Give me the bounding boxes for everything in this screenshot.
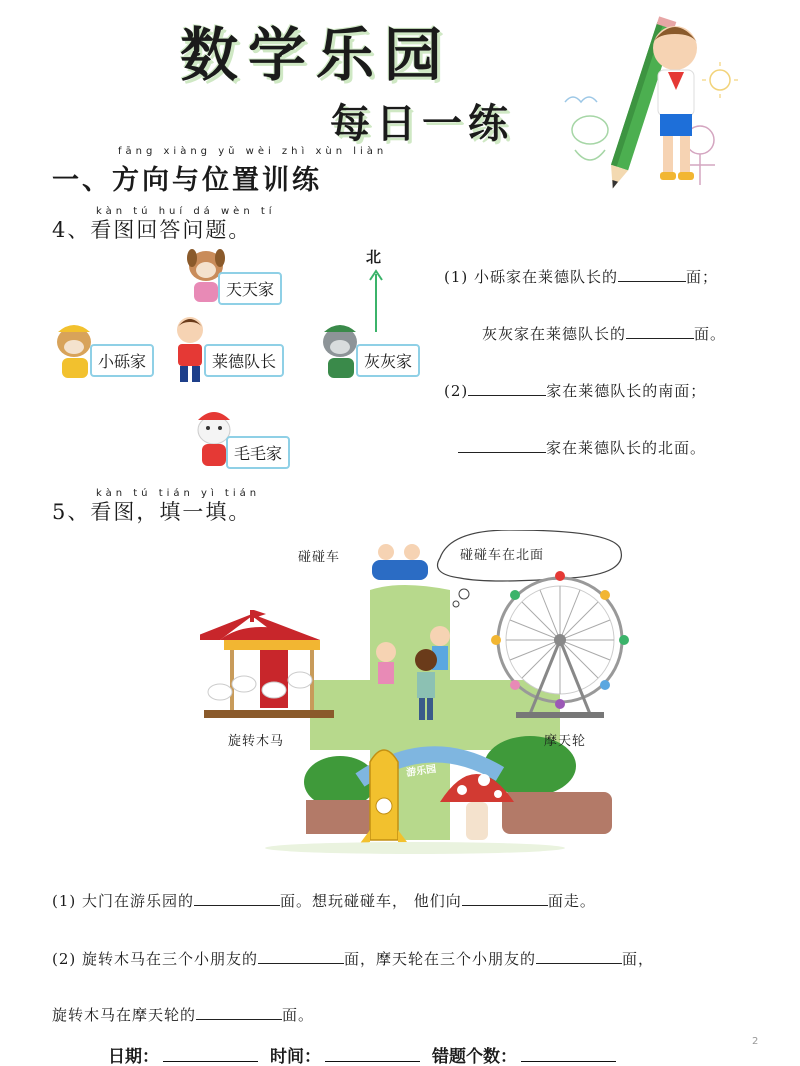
answer-blank[interactable] xyxy=(462,905,548,906)
page-number: 2 xyxy=(752,1036,759,1047)
q4-question-2b xyxy=(458,437,706,458)
footer-record xyxy=(108,1042,628,1066)
q4-question-1a-suffix: 面； xyxy=(686,268,719,286)
answer-blank[interactable] xyxy=(468,395,546,396)
carousel-label: 旋转木马 xyxy=(228,734,285,749)
q4-question-1b-prefix: 灰灰家在莱德队长的 xyxy=(482,325,627,343)
q4-question-2a xyxy=(444,380,706,401)
q5-question-3-part-b: 面。 xyxy=(282,1006,315,1024)
q5-question-3-part-a: 旋转木马在摩天轮的 xyxy=(52,1006,197,1024)
footer-errors-label: 错题个数： xyxy=(432,1047,517,1066)
q5-question-2-part-b: 面，摩天轮在三个小朋友的 xyxy=(344,950,537,968)
q4-question-1a xyxy=(444,266,718,287)
boy-with-pencil-illustration xyxy=(560,10,750,200)
section-heading: 一、方向与位置训练 xyxy=(52,165,322,196)
q4-question-2a-suffix: 家在莱德队长的南面； xyxy=(546,382,707,400)
answer-blank[interactable] xyxy=(258,963,344,964)
north-arrow-icon xyxy=(368,268,384,334)
errors-blank[interactable] xyxy=(521,1061,616,1062)
page-subtitle: 每日一练 xyxy=(330,101,514,147)
label-xiaoli-home: 小砾家 xyxy=(90,344,154,377)
answer-blank[interactable] xyxy=(626,338,694,339)
q5-question-1 xyxy=(52,890,596,911)
q4-question-2b-suffix: 家在莱德队长的北面。 xyxy=(546,439,707,457)
label-maomao-home: 毛毛家 xyxy=(226,436,290,469)
answer-blank[interactable] xyxy=(458,452,546,453)
answer-blank[interactable] xyxy=(196,1019,282,1020)
q5-pinyin: kàn tú tián yì tián xyxy=(96,488,261,499)
q5-question-1-part-c: 面走。 xyxy=(547,892,596,910)
north-label: 北 xyxy=(366,248,382,266)
q4-question-2a-prefix: (2) xyxy=(444,382,469,400)
time-blank[interactable] xyxy=(325,1061,420,1062)
label-huihui-home: 灰灰家 xyxy=(356,344,420,377)
q5-question-2 xyxy=(52,948,654,969)
q5-heading: 5、看图，填一填。 xyxy=(52,500,252,524)
footer-time-label: 时间： xyxy=(270,1047,321,1066)
section-pinyin: fāng xiàng yǔ wèi zhì xùn liàn xyxy=(118,146,388,157)
q5-question-2-part-a: (2) 旋转木马在三个小朋友的 xyxy=(52,950,259,968)
q4-pinyin: kàn tú huí dá wèn tí xyxy=(96,206,276,217)
amusement-park-illustration xyxy=(200,530,630,870)
q5-question-3 xyxy=(52,1004,314,1025)
bumper-car-label: 碰碰车 xyxy=(298,550,341,565)
answer-blank[interactable] xyxy=(194,905,280,906)
speech-bubble-text: 碰碰车在北面 xyxy=(460,548,545,563)
q4-question-1a-prefix: (1) 小砾家在莱德队长的 xyxy=(444,268,619,286)
ferris-wheel-label: 摩天轮 xyxy=(544,734,587,749)
q4-question-1b-suffix: 面。 xyxy=(694,325,727,343)
footer-date-label: 日期： xyxy=(108,1047,159,1066)
answer-blank[interactable] xyxy=(618,281,686,282)
q5-question-2-part-c: 面， xyxy=(622,950,655,968)
label-tiantian-home: 天天家 xyxy=(218,272,282,305)
q5-question-1-part-a: (1) 大门在游乐园的 xyxy=(52,892,195,910)
q4-question-1b xyxy=(482,323,726,344)
park-gate-sign: 游乐园 xyxy=(405,763,437,780)
q4-heading: 4、看图回答问题。 xyxy=(52,218,252,242)
date-blank[interactable] xyxy=(163,1061,258,1062)
answer-blank[interactable] xyxy=(536,963,622,964)
q5-question-1-part-b: 面。想玩碰碰车， 他们向 xyxy=(280,892,462,910)
label-ryder: 莱德队长 xyxy=(204,344,284,377)
page-title: 数学乐园 xyxy=(180,21,453,89)
